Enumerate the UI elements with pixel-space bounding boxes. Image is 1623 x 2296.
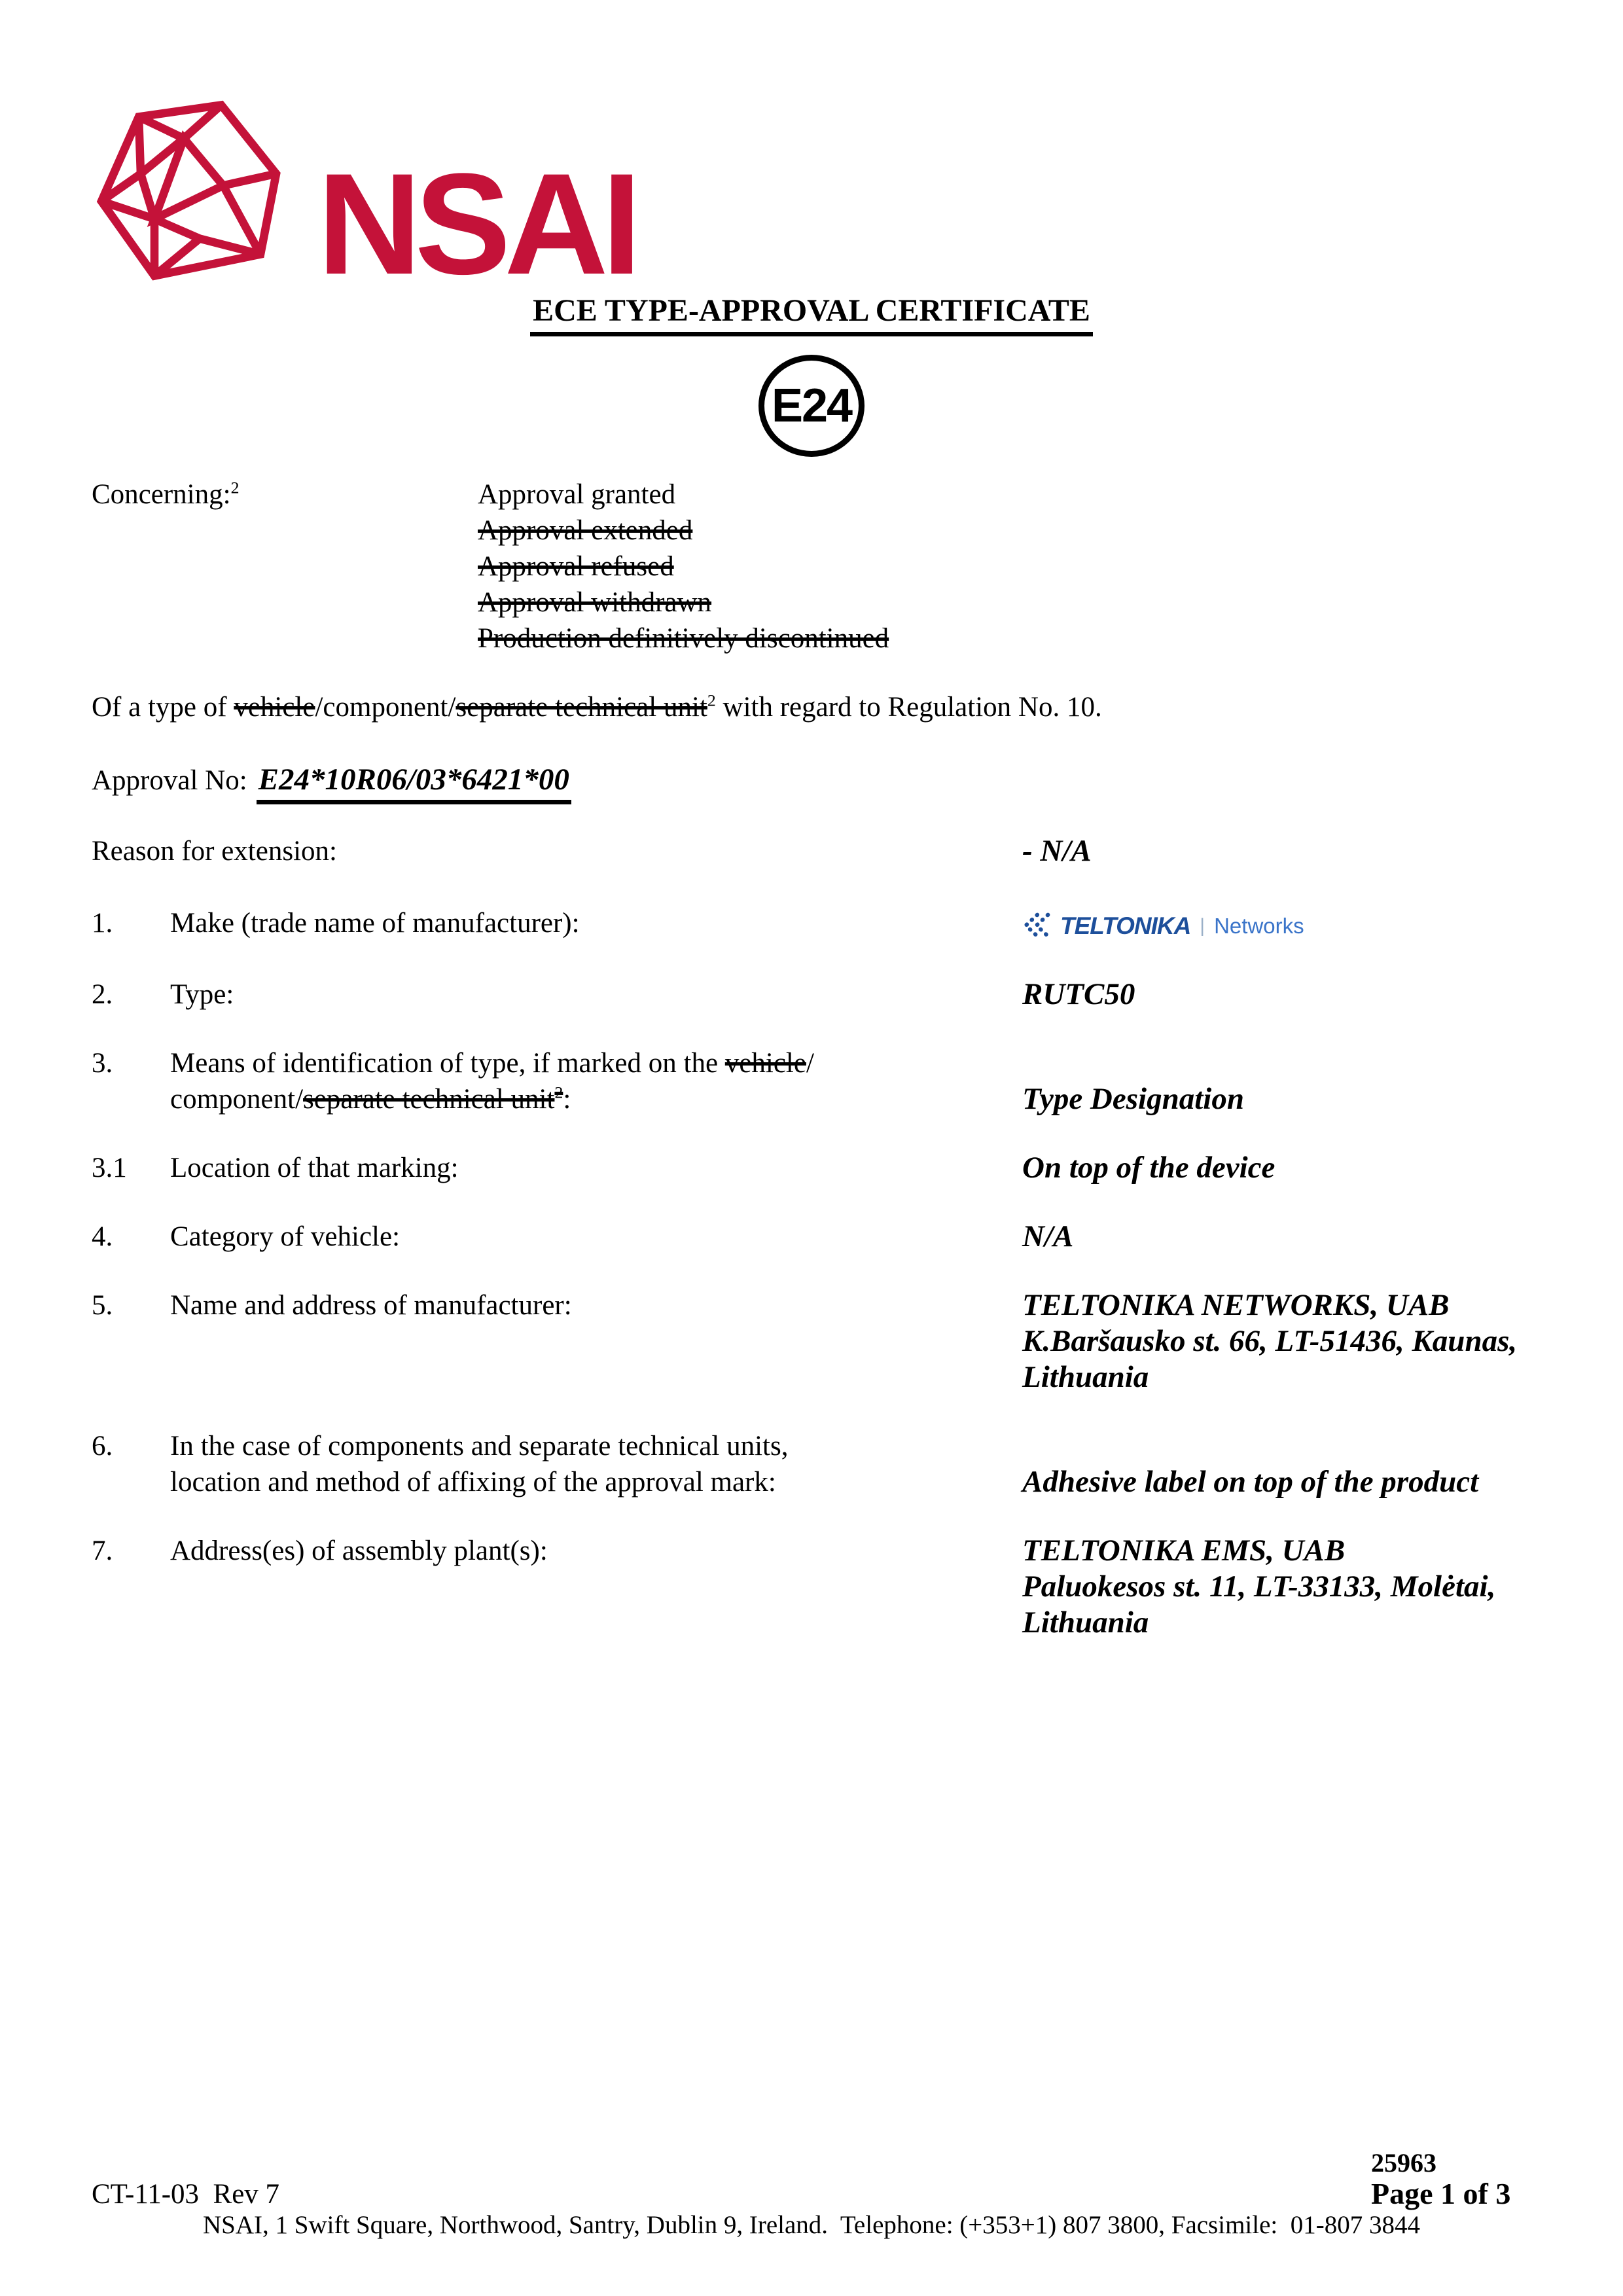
concerning-option: Approval extended [478,514,693,546]
teltonika-suffix: Networks [1214,913,1304,938]
item-number: 2. [92,978,113,1010]
item-row-3 [92,1045,1531,1117]
item-value [1022,905,1531,944]
certificate-title-text: ECE TYPE-APPROVAL CERTIFICATE [530,294,1093,336]
concerning-option: Approval refused [478,550,674,582]
item-row-4 [92,1219,1531,1255]
footer-address: NSAI, 1 Swift Square, Northwood, Santry, Dublin 9, Ireland. Telephone: (+353+1) 807 3800, Facsimile: 01-807 3844 [203,2211,1420,2239]
item-value: Type Designation [1022,1081,1244,1116]
item-row-7 [92,1533,1531,1641]
approval-no-line [92,762,1531,804]
item-row-2 [92,977,1531,1013]
item-label: Means of identification of type, if marked on the vehicle/ component/separate technical unit$^2$: [170,1047,814,1115]
item-value: RUTC50 [1022,977,1135,1011]
nsai-crystal-icon [92,98,288,285]
item-number: 1. [92,907,113,939]
footer-form-ref: CT-11-03 Rev 7 [92,2179,280,2210]
concerning-options [478,476,1531,656]
item-value: N/A [1022,1219,1074,1253]
item-label: Make (trade name of manufacturer): [170,907,580,939]
type-of-statement: Of a type of vehicle/component/separate technical unit$^2$ with regard to Regulation No. 10. [92,691,1102,723]
nsai-wordmark: NSAI [317,143,635,305]
reason-value: - N/A [1022,833,1092,868]
item-number: 6. [92,1430,113,1462]
reason-label: Reason for extension: [92,835,337,867]
footer-page-info: Page 1 of 3 [1371,2177,1511,2210]
concerning-option: Approval withdrawn [478,586,712,618]
item-number: 4. [92,1221,113,1252]
item-number: 7. [92,1535,113,1566]
certificate-content [92,98,1531,1674]
item-label: Name and address of manufacturer: [170,1289,572,1321]
item-value: TELTONIKA NETWORKS, UAB K.Baršausko st. 66, LT-51436, Kaunas, Lithuania [1022,1287,1518,1394]
item-row-6 [92,1428,1531,1500]
concerning-label: Concerning:$^2$ [92,478,240,510]
item-value: Adhesive label on top of the product [1022,1464,1479,1499]
item-label: In the case of components and separate technical units, location and method of affixing of the approval mark: [170,1430,789,1498]
footer-right-block [1371,2149,1510,2210]
teltonika-divider: | [1200,914,1205,937]
item-label: Category of vehicle: [170,1221,401,1252]
teltonika-name: TELTONIKA [1060,912,1191,939]
item-value: TELTONIKA EMS, UAB Paluokesos st. 11, LT-33133, Molėtai, Lithuania [1022,1533,1496,1640]
item-value: On top of the device [1022,1150,1275,1185]
item-label: Type: [170,978,234,1010]
item-number: 5. [92,1289,113,1321]
footer-doc-number: 25963 [1371,2148,1436,2178]
teltonika-chevron-icon [1022,912,1052,939]
item-number: 3. [92,1047,113,1079]
reason-for-extension-row [92,833,1531,869]
concerning-block [92,476,1531,656]
item-row-3-1 [92,1150,1531,1186]
item-label: Address(es) of assembly plant(s): [170,1535,548,1566]
teltonika-logo [1022,908,1531,944]
items-list [92,905,1531,1641]
concerning-option: Production definitively discontinued [478,622,889,654]
approval-no-value: E24*10R06/03*6421*00 [257,762,571,804]
page-title [92,294,1531,336]
item-number: 3.1 [92,1152,127,1183]
item-label: Location of that marking: [170,1152,459,1183]
item-row-5 [92,1287,1531,1395]
approval-no-label: Approval No: [92,764,247,796]
item-row-1 [92,905,1531,944]
concerning-option: Approval granted [478,478,676,510]
nsai-logo [92,98,1531,305]
e24-mark-label: E24 [771,379,852,432]
e24-approval-mark [758,355,865,457]
